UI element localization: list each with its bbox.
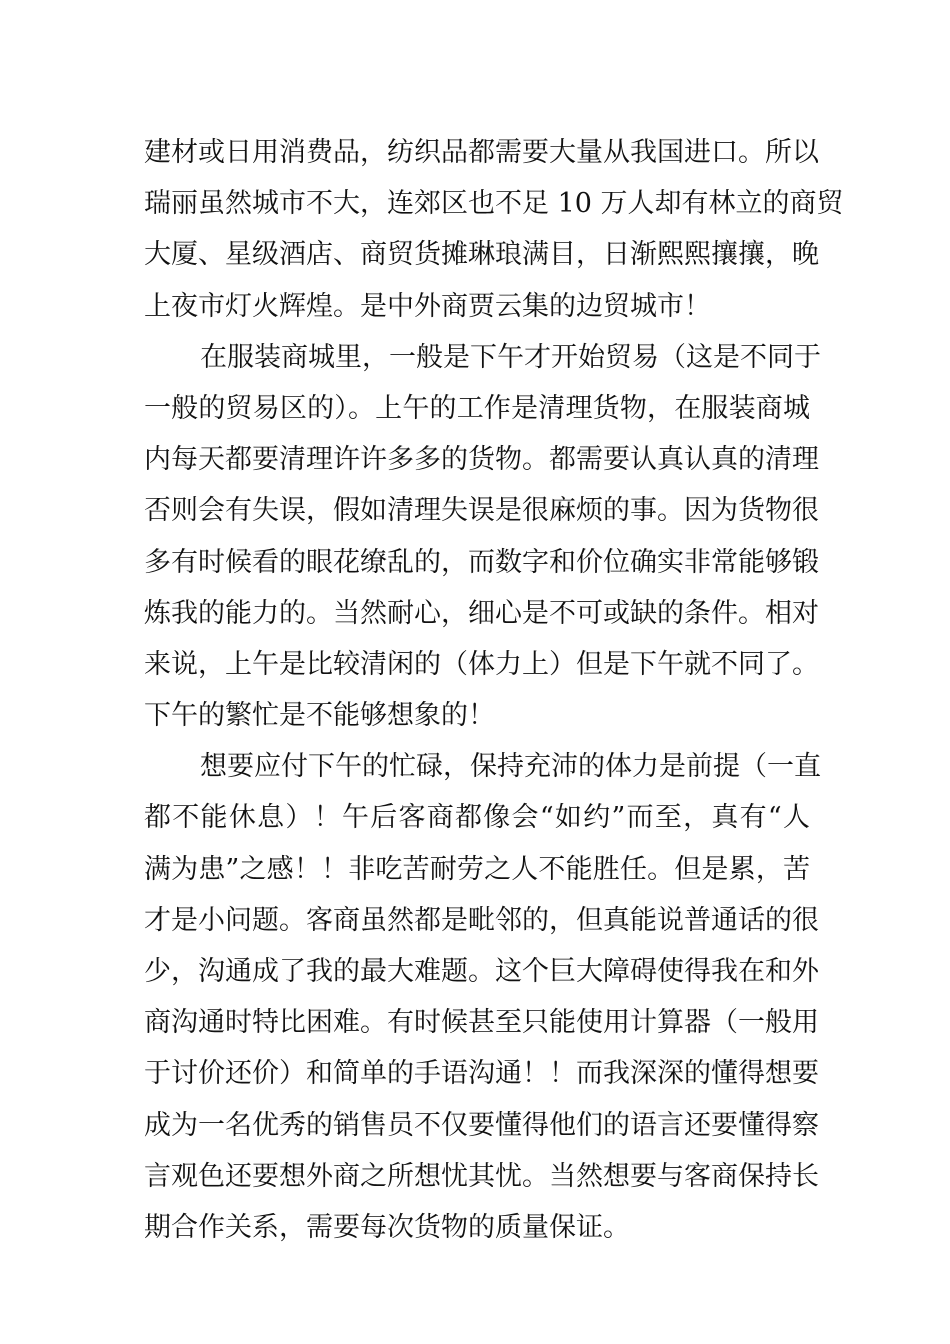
text-line: 于讨价还价）和简单的手语沟通！！而我深深的懂得想要 bbox=[144, 1058, 819, 1090]
text-line: 多有时候看的眼花缭乱的，而数字和价位确实非常能够锻 bbox=[144, 546, 819, 578]
text-line: 期合作关系，需要每次货物的质量保证。 bbox=[144, 1211, 630, 1243]
text-line: 瑞丽虽然城市不大，连郊区也不足 10 万人却有林立的商贸 bbox=[144, 188, 844, 220]
text-line: 商沟通时特比困难。有时候甚至只能使用计算器（一般用 bbox=[144, 1007, 819, 1039]
paragraph-first-line: 想要应付下午的忙碌，保持充沛的体力是前提（一直 bbox=[200, 751, 821, 783]
text-line: 内每天都要清理许许多多的货物。都需要认真认真的清理 bbox=[144, 444, 819, 476]
text-line: 少，沟通成了我的最大难题。这个巨大障碍使得我在和外 bbox=[144, 956, 819, 987]
text-line: 否则会有失误，假如清理失误是很麻烦的事。因为货物很 bbox=[144, 495, 819, 527]
text-line: 一般的贸易区的）。上午的工作是清理货物，在服装商城 bbox=[144, 392, 810, 424]
text-line: 成为一名优秀的销售员不仅要懂得他们的语言还要懂得察 bbox=[144, 1109, 819, 1141]
text-line: 建材或日用消费品，纺织品都需要大量从我国进口。所以 bbox=[144, 137, 819, 168]
text-line: 满为患”之感！！非吃苦耐劳之人不能胜任。但是累，苦 bbox=[144, 853, 810, 885]
text-line: 炼我的能力的。当然耐心，细心是不可或缺的条件。相对 bbox=[144, 597, 819, 629]
text-line: 言观色还要想外商之所想忧其忧。当然想要与客商保持长 bbox=[144, 1160, 819, 1192]
text-line: 都不能休息）！午后客商都像会“如约”而至，真有“人 bbox=[144, 802, 810, 834]
text-line: 大厦、星级酒店、商贸货摊琳琅满目，日渐熙熙攘攘，晚 bbox=[144, 239, 819, 271]
text-line: 下午的繁忙是不能够想象的！ bbox=[144, 700, 495, 732]
text-line: 才是小问题。客商虽然都是毗邻的，但真能说普通话的很 bbox=[144, 904, 819, 936]
text-line: 上夜市灯火辉煌。是中外商贾云集的边贸城市！ bbox=[144, 290, 711, 322]
paragraph-first-line: 在服装商城里，一般是下午才开始贸易（这是不同于 bbox=[200, 341, 821, 373]
body-text bbox=[144, 127, 844, 1253]
text-line: 来说，上午是比较清闲的（体力上）但是下午就不同了。 bbox=[144, 648, 819, 680]
